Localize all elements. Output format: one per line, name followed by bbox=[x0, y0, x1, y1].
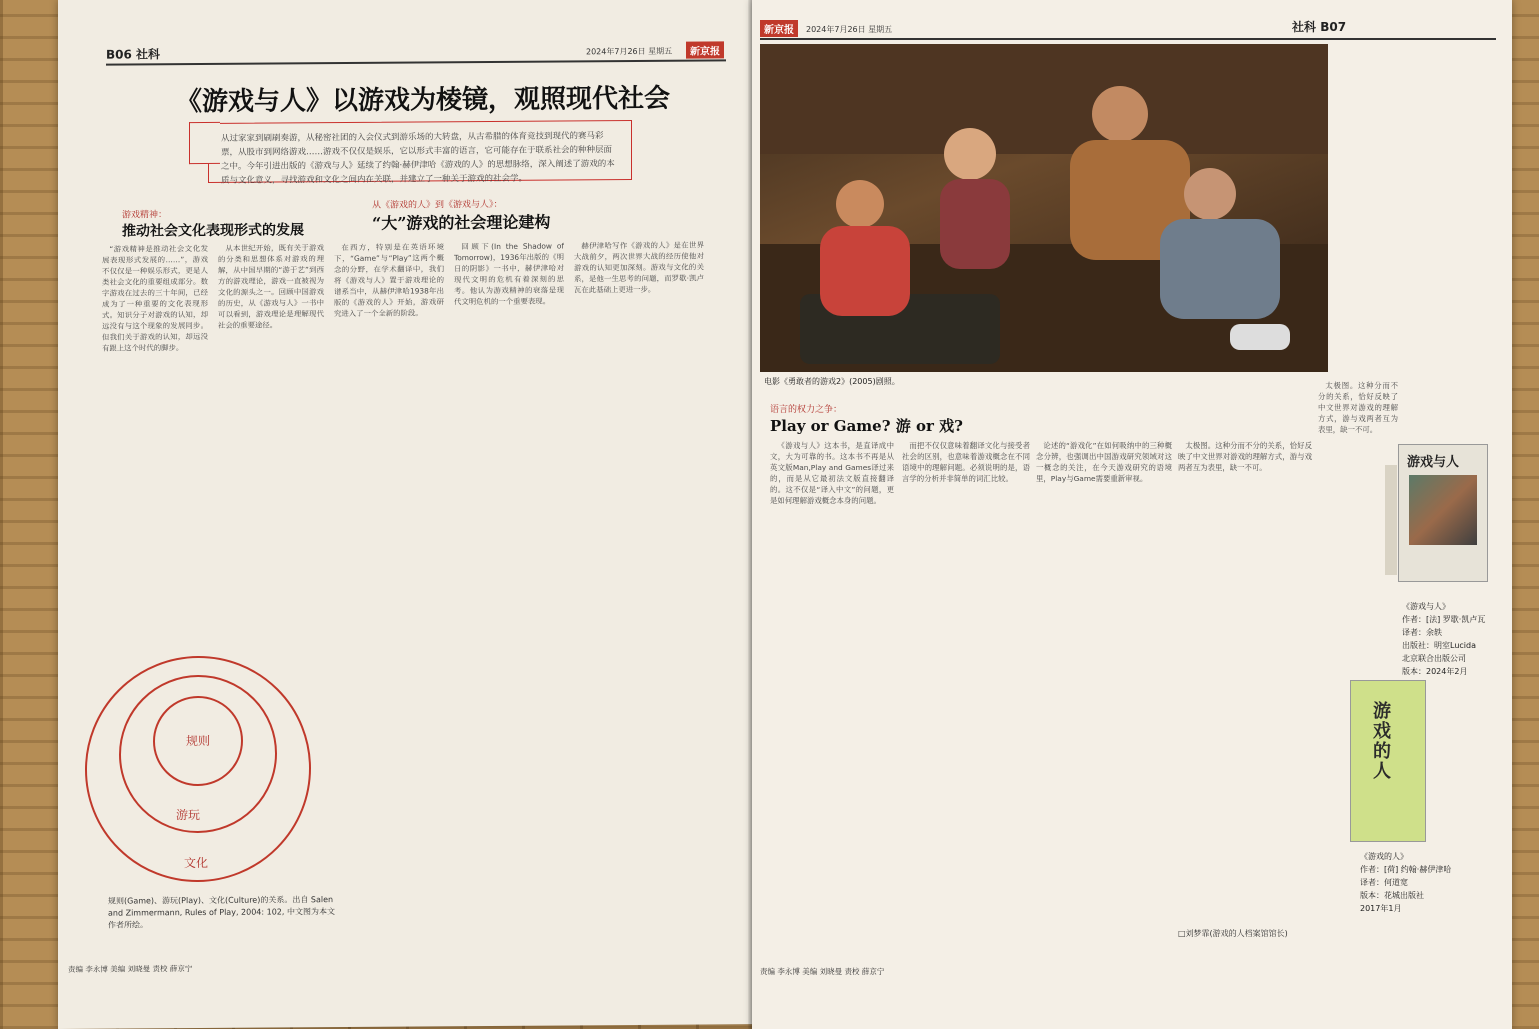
book1-translator: 译者：余轶 bbox=[1402, 628, 1442, 637]
man-head bbox=[1092, 86, 1148, 142]
right-section-heading bbox=[770, 402, 963, 436]
right-section-kicker: 语言的权力之争： bbox=[770, 405, 843, 415]
book1-cover-art bbox=[1409, 475, 1477, 545]
right-column-2-text: 而把不仅仅意味着翻译文化与接受者社会的区别，也意味着游戏概念在不同语境中的理解问题。必须说明的是，语言学的分析并非简单的词汇比较。 bbox=[902, 441, 1030, 483]
diagram-caption: 规则(Game)、游玩(Play)、文化(Culture)的关系。出自 Salen and Zimmermann, Rules of Play, 2004: 102, 中文图为本文作者所绘。 bbox=[108, 895, 335, 930]
book1-spine bbox=[1385, 465, 1397, 575]
rules-play-culture-diagram bbox=[78, 648, 318, 890]
book1-publisher-2: 北京联合出版公司 bbox=[1402, 654, 1466, 663]
boy2-head bbox=[1184, 168, 1236, 220]
book-cover-homo-ludens bbox=[1350, 680, 1426, 842]
girl-body bbox=[940, 179, 1010, 269]
right-section-name: 社科 bbox=[1292, 20, 1317, 34]
left-newspaper-page bbox=[58, 0, 756, 1029]
wood-wall bbox=[760, 44, 1328, 154]
book-cover-games-and-man bbox=[1398, 444, 1488, 582]
right-column-4-text: 太极图。这种分而不分的关系，恰好反映了中文世界对游戏的理解方式，游与戏两者互为表里，缺一不可。 bbox=[1178, 441, 1312, 472]
book2-author: 作者：[荷] 约翰·赫伊津哈 bbox=[1360, 865, 1452, 874]
headline-text: 以游戏为棱镜，观照现代社会 bbox=[332, 83, 671, 117]
left-column-3-text: 在西方，特别是在英语环境下，“Game”与“Play”这两个概念的分野，在学术翻译中，我们将《游戏与人》置于游戏理论的谱系当中，从赫伊津哈1938年出版的《游戏的人》开始，游戏研究进入了一个全新的阶段。 bbox=[334, 242, 444, 319]
right-column-5-text: 太极图。这种分而不分的关系，恰好反映了中文世界对游戏的理解方式，游与戏两者互为表里，缺一不可。 bbox=[1318, 381, 1398, 434]
right-column-1-text: 《游戏与人》这本书，是直译成中文，大为可靠的书。这本书不再是从英文版Man,Play and Games译过来的，而是从它最初法文版直接翻译的。这不仅是“译入中文”的问题，更是如何理解游戏概念本身的问题。 bbox=[770, 441, 894, 505]
book2-info bbox=[1360, 850, 1451, 915]
section2-title: “大”游戏的社会理论建构 bbox=[372, 212, 551, 233]
left-date: 2024年7月26日 星期五 bbox=[586, 46, 673, 57]
film-still-illustration bbox=[760, 44, 1328, 372]
boy1-head bbox=[836, 180, 884, 228]
boy2-body bbox=[1160, 219, 1280, 319]
headline-book-title: 《游戏与人》 bbox=[176, 86, 333, 118]
book2-title: 《游戏的人》 bbox=[1360, 852, 1408, 861]
left-column-1 bbox=[102, 243, 208, 632]
left-page-number bbox=[106, 45, 160, 62]
right-column-3-text: 论述的“游戏化”在如何吸纳中的三种概念分辨，也强调出中国游戏研究领域对这一概念的关注，在今天游戏研究的语境里，Play与Game需要重新审视。 bbox=[1036, 441, 1172, 483]
page-number-text: B06 bbox=[106, 47, 132, 62]
right-column-1 bbox=[770, 440, 894, 950]
book1-author: 作者：[法] 罗歇·凯卢瓦 bbox=[1402, 615, 1486, 624]
right-footer-credits: 责编 李永博 美编 刘晓曼 责校 薛京宁 bbox=[760, 967, 885, 976]
left-column-2 bbox=[218, 242, 324, 635]
sneaker bbox=[1230, 324, 1290, 350]
book2-cover-title: 游戏的人 bbox=[1370, 701, 1391, 781]
diagram-label-rule: 规则 bbox=[185, 733, 211, 749]
right-top-rule bbox=[760, 38, 1496, 40]
photo-caption: 电影《勇敢者的游戏2》(2005)剧照。 bbox=[764, 377, 900, 386]
left-column-3 bbox=[334, 241, 444, 942]
right-column-4 bbox=[1178, 440, 1312, 950]
diagram-label-play: 游玩 bbox=[175, 808, 201, 823]
right-column-2 bbox=[902, 440, 1030, 950]
left-top-rule bbox=[106, 59, 726, 65]
section1-kicker: 游戏精神： bbox=[122, 210, 168, 221]
section2-kicker: 从《游戏的人》到《游戏与人》： bbox=[372, 199, 503, 211]
left-column-5 bbox=[574, 239, 704, 940]
right-date: 2024年7月26日 星期五 bbox=[806, 25, 893, 34]
book1-info bbox=[1402, 600, 1485, 678]
girl-head bbox=[944, 128, 996, 180]
section-name: 社科 bbox=[136, 47, 161, 62]
right-section-title: Play or Game? 游 or 戏? bbox=[770, 417, 963, 435]
book2-publisher: 版本：花城出版社 bbox=[1360, 891, 1424, 900]
left-headline bbox=[176, 78, 670, 118]
right-column-3 bbox=[1036, 440, 1172, 950]
right-page-number-text: B07 bbox=[1320, 20, 1347, 34]
book2-translator: 译者：何道宽 bbox=[1360, 878, 1408, 887]
left-footer-credits: 责编 李永博 美编 刘晓曼 责校 薛京宁 bbox=[68, 964, 193, 974]
left-column-4 bbox=[454, 240, 564, 941]
book1-title: 《游戏与人》 bbox=[1402, 602, 1450, 611]
left-column-4-text: 回顾下(In the Shadow of Tomorrow)，1936年出版的《明日的阴影》一书中，赫伊津哈对现代文明的危机有着深刻的思考。他认为游戏精神的衰落是现代文明危机的一个重要表现。 bbox=[454, 241, 564, 307]
diagram-label-culture: 文化 bbox=[183, 855, 209, 871]
left-column-2-text: 从本世纪开始，既有关于游戏的分类和思想体系对游戏的理解，从中国早期的“游于艺”到西方的游戏理论，游戏一直被视为文化的源头之一。回顾中国游戏的历史，从《游戏与人》一书中可以看到，游戏理论是理解现代社会的重要途径。 bbox=[218, 243, 324, 330]
outer-circle-culture bbox=[86, 656, 310, 882]
film-still-photo bbox=[760, 44, 1328, 372]
book1-cover-title: 游戏与人 bbox=[1407, 455, 1460, 470]
intro-text: 从过家家到刷刷奏游，从秘密社团的入会仪式到游乐场的大转盘，从古希腊的体育竞技到现代的赛马彩票，从股市到网络游戏……游戏不仅仅是娱乐，它以形式丰富的语言，它可能存在于联系社会的种种层面之中。今年引进出版的《游戏与人》延续了约翰·赫伊津哈《游戏的人》的思想脉络，深入阐述了游戏的本质与文化意义，寻找游戏和文化之间内在关联，并建立了一种关于游戏的社会学。 bbox=[221, 131, 615, 186]
left-masthead: 新京报 bbox=[686, 41, 724, 58]
section1-title: 推动社会文化表现形式的发展 bbox=[122, 222, 304, 240]
right-masthead: 新京报 bbox=[760, 20, 798, 37]
book1-edition: 版本：2024年2月 bbox=[1402, 667, 1468, 676]
left-column-1-text: “游戏精神是推动社会文化发展表现形式发展的……”，游戏不仅仅是一种娱乐形式，更是人类社会文化的重要组成部分。数字游戏在过去的三十年间，已经成为了一种重要的文化表现形式。知识分子对游戏的认知，却远没有与这个现象的发展同步。但我们关于游戏的认知，却远没有跟上这个时代的脚步。 bbox=[102, 243, 208, 353]
book1-publisher: 出版社：明室Lucida bbox=[1402, 641, 1476, 650]
boy1-body bbox=[820, 226, 910, 316]
book2-edition: 2017年1月 bbox=[1360, 904, 1402, 913]
section1-heading bbox=[122, 206, 304, 240]
intro-box-tab bbox=[189, 122, 220, 164]
author-signature: □刘梦霏(游戏的人档案馆馆长) bbox=[1178, 929, 1288, 938]
intro-box bbox=[208, 120, 632, 186]
section2-heading bbox=[372, 197, 550, 234]
left-column-5-text: 赫伊津哈写作《游戏的人》是在世界大战前夕，两次世界大战的经历使他对游戏的认知更加深刻。游戏与文化的关系，是他一生思考的问题，而罗歇·凯卢瓦在此基础上更进一步。 bbox=[574, 240, 704, 295]
right-page-number bbox=[1292, 18, 1346, 35]
